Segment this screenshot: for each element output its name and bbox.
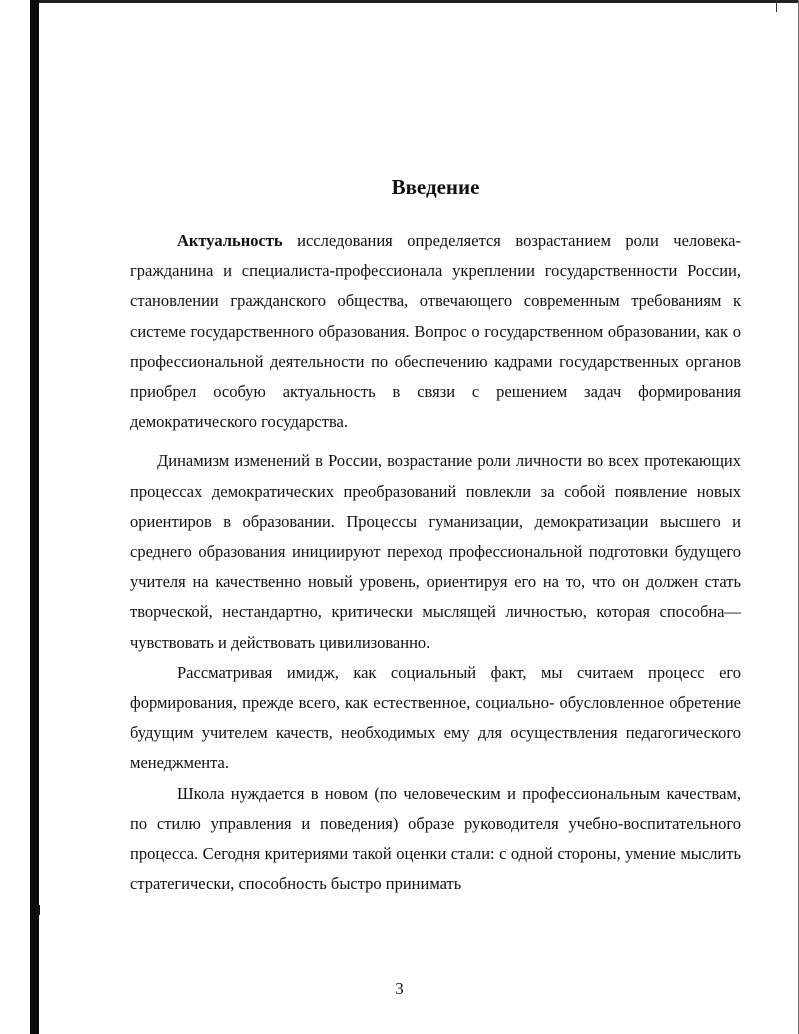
paragraph-school: Школа нуждается в новом (по человеческим и профессиональным качествам, по стилю управления и поведения) образе руководителя учебно-воспитательного процесса. Сегодня критериями такой оценки стали: с одной стороны, умение мыслить стратегически, способность быстро принимать — [130, 783, 741, 894]
paragraph-text: исследования определяется возрастанием роли человека-гражданина и специалиста-профессионала укреплении государственности России, становлении гражданского общества, отвечающего современным требованиям к системе государственного образования. Вопрос о государственном образовании, как о профессиональной деятельности по обеспечению кадрами государственных органов приобрел особую актуальность в связи с решением задач формирования демократического государства. — [130, 231, 741, 432]
scan-top-tick — [776, 0, 777, 12]
paragraph-image: Рассматривая имидж, как социальный факт, мы считаем процесс его формирования, прежде всего, как естественное, социально- обусловленное обретение будущим учителем качеств, необходимых ему для осуществления педагогического менеджмента. — [130, 662, 741, 773]
paragraph-relevance — [130, 226, 741, 437]
page-number: 3 — [395, 979, 404, 998]
scan-margin-speck — [36, 905, 40, 915]
relevance-term: Актуальность — [177, 231, 283, 250]
scan-top-border — [39, 0, 799, 3]
page-title: Введение — [391, 175, 480, 199]
scan-left-border — [30, 0, 39, 1034]
paragraph-dynamism: Динамизм изменений в России, возрастание роли личности во всех протекающих процессах демократических преобразований повлекли за собой появление новых ориентиров в образовании. Процессы гуманизации, демократизации высшего и среднего образования инициируют переход профессиональной подготовки будущего учителя на качественно новый уровень, ориентируя его на то, что он должен стать творческой, нестандартно, критически мыслящей личностью, которая способна—чувствовать и действовать цивилизованно. — [130, 451, 741, 652]
document-body — [130, 226, 741, 899]
